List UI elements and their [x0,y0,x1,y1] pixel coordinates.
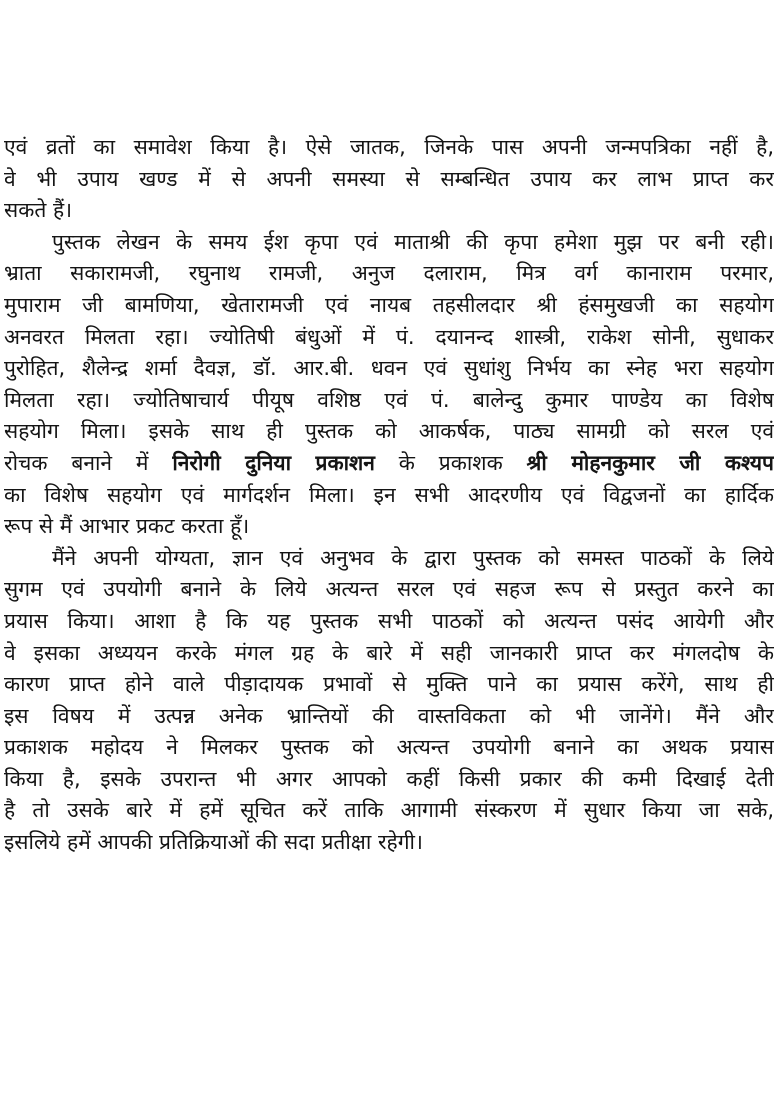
text-line: पुस्तक लेखन के समय ईश कृपा एवं माताश्री की कृपा हमेशा मुझ पर बनी रही। [52,229,774,254]
text-line: मिलता रहा। ज्योतिषाचार्य पीयूष वशिष्ठ एवं पं. बालेन्दु कुमार पाण्डेय का विशेष [4,387,774,412]
text-line: सहयोग मिला। इसके साथ ही पुस्तक को आकर्षक, पाठ्य सामग्री को सरल एवं [4,419,774,444]
text-line: अनवरत मिलता रहा। ज्योतिषी बंधुओं में पं. दयानन्द शास्त्री, राकेश सोनी, सुधाकर [4,324,774,349]
text-segment: रोचक बनाने में [4,450,173,475]
publisher-person-name: श्री मोहनकुमार जी कश्यप [526,450,774,475]
text-line-with-bold [0,448,774,480]
text-line: पुरोहित, शैलेन्द्र शर्मा दैवज्ञ, डॉ. आर.बी. धवन एवं सुधांशु निर्भय का स्नेह भरा सहयोग [4,356,774,381]
text-line: है तो उसके बारे में हमें सूचित करें ताकि आगामी संस्करण में सुधार किया जा सके, [4,798,774,823]
paragraph-1 [0,132,780,227]
publisher-name: निरोगी दुनिया प्रकाशन [172,450,375,475]
text-line: मुपाराम जी बामणिया, खेतारामजी एवं नायब तहसीलदार श्री हंसमुखजी का सहयोग [4,292,774,317]
text-line: भ्राता सकारामजी, रघुनाथ रामजी, अनुज दलाराम, मित्र वर्ग कानाराम परमार, [4,261,774,286]
paragraph-3 [0,543,780,859]
text-line: एवं व्रतों का समावेश किया है। ऐसे जातक, जिनके पास अपनी जन्मपत्रिका नहीं है, [4,135,774,159]
text-line: किया है, इसके उपरान्त भी अगर आपको कहीं किसी प्रकार की कमी दिखाई देती [4,766,774,791]
text-line: प्रकाशक महोदय ने मिलकर पुस्तक को अत्यन्त उपयोगी बनाने का अथक प्रयास [4,735,774,760]
text-line: रूप से मैं आभार प्रकट करता हूँ। [4,514,250,539]
paragraph-2 [0,227,780,543]
text-line: सकते हैं। [4,198,73,223]
text-line: इसलिये हमें आपकी प्रतिक्रियाओं की सदा प्रतीक्षा रहेगी। [4,830,423,855]
text-line: प्रयास किया। आशा है कि यह पुस्तक सभी पाठकों को अत्यन्त पसंद आयेगी और [4,608,774,633]
text-segment: के प्रकाशक [374,450,527,475]
text-line: वे इसका अध्ययन करके मंगल ग्रह के बारे में सही जानकारी प्राप्त कर मंगलदोष के [4,640,774,665]
text-line: इस विषय में उत्पन्न अनेक भ्रान्तियों की वास्तविकता को भी जानेंगे। मैंने और [4,703,774,728]
text-line: कारण प्राप्त होने वाले पीड़ादायक प्रभावों से मुक्ति पाने का प्रयास करेंगे, साथ ही [4,672,774,697]
text-line: का विशेष सहयोग एवं मार्गदर्शन मिला। इन सभी आदरणीय एवं विद्वजनों का हार्दिक [4,482,774,507]
text-line: मैंने अपनी योग्यता, ज्ञान एवं अनुभव के द्वारा पुस्तक को समस्त पाठकों के लिये [52,545,774,570]
text-line: सुगम एवं उपयोगी बनाने के लिये अत्यन्त सरल एवं सहज रूप से प्रस्तुत करने का [4,577,774,602]
text-line: वे भी उपाय खण्ड में से अपनी समस्या से सम्बन्धित उपाय कर लाभ प्राप्त कर [4,166,774,191]
book-page [0,132,780,859]
